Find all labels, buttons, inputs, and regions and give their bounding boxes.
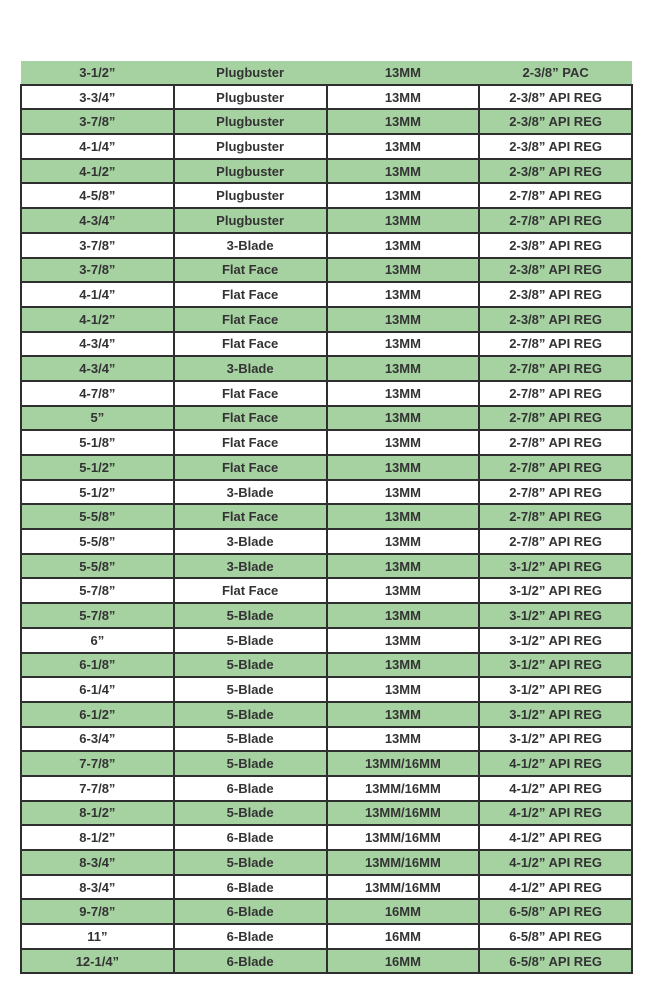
type-cell: 5-Blade — [174, 628, 327, 653]
nozzle-cell: 13MM/16MM — [327, 825, 480, 850]
connection-cell: 3-1/2” API REG — [479, 554, 632, 579]
connection-cell: 4-1/2” API REG — [479, 776, 632, 801]
nozzle-cell: 13MM — [327, 406, 480, 431]
table-row — [21, 751, 632, 776]
connection-cell: 4-1/2” API REG — [479, 850, 632, 875]
nozzle-cell: 13MM — [327, 504, 480, 529]
size-cell: 4-3/4” — [21, 208, 174, 233]
nozzle-cell: 13MM — [327, 554, 480, 579]
nozzle-cell: 13MM — [327, 332, 480, 357]
table-row — [21, 677, 632, 702]
type-cell: 6-Blade — [174, 875, 327, 900]
connection-cell: 2-3/8” API REG — [479, 233, 632, 258]
table-row — [21, 208, 632, 233]
size-cell: 3-7/8” — [21, 258, 174, 283]
nozzle-cell: 13MM — [327, 356, 480, 381]
size-cell: 4-1/4” — [21, 282, 174, 307]
table-row — [21, 159, 632, 184]
table-row — [21, 258, 632, 283]
table-row — [21, 776, 632, 801]
size-cell: 5-7/8” — [21, 578, 174, 603]
size-cell: 5-7/8” — [21, 603, 174, 628]
nozzle-cell: 13MM — [327, 653, 480, 678]
table-row — [21, 949, 632, 974]
size-cell: 4-1/2” — [21, 307, 174, 332]
size-cell: 4-7/8” — [21, 381, 174, 406]
size-cell: 6-1/4” — [21, 677, 174, 702]
connection-cell: 2-3/8” API REG — [479, 258, 632, 283]
nozzle-cell: 13MM — [327, 628, 480, 653]
nozzle-cell: 13MM — [327, 529, 480, 554]
nozzle-cell: 13MM — [327, 183, 480, 208]
nozzle-cell: 13MM — [327, 61, 480, 85]
connection-cell: 2-3/8” PAC — [479, 61, 632, 85]
nozzle-cell: 13MM — [327, 208, 480, 233]
connection-cell: 3-1/2” API REG — [479, 702, 632, 727]
size-cell: 8-1/2” — [21, 825, 174, 850]
type-cell: Flat Face — [174, 332, 327, 357]
table-row — [21, 801, 632, 826]
size-cell: 7-7/8” — [21, 751, 174, 776]
size-cell: 6-3/4” — [21, 727, 174, 752]
table-row — [21, 850, 632, 875]
nozzle-cell: 13MM/16MM — [327, 850, 480, 875]
size-cell: 8-3/4” — [21, 875, 174, 900]
connection-cell: 2-7/8” API REG — [479, 504, 632, 529]
connection-cell: 2-7/8” API REG — [479, 480, 632, 505]
connection-cell: 2-7/8” API REG — [479, 406, 632, 431]
size-cell: 5-1/2” — [21, 455, 174, 480]
type-cell: Flat Face — [174, 406, 327, 431]
table-row — [21, 183, 632, 208]
type-cell: Flat Face — [174, 282, 327, 307]
size-cell: 3-7/8” — [21, 233, 174, 258]
table-row — [21, 381, 632, 406]
type-cell: 6-Blade — [174, 924, 327, 949]
table-row — [21, 899, 632, 924]
nozzle-cell: 16MM — [327, 949, 480, 974]
connection-cell: 4-1/2” API REG — [479, 825, 632, 850]
table-row — [21, 406, 632, 431]
size-cell: 5-5/8” — [21, 554, 174, 579]
size-cell: 11” — [21, 924, 174, 949]
type-cell: 6-Blade — [174, 949, 327, 974]
connection-cell: 3-1/2” API REG — [479, 603, 632, 628]
connection-cell: 3-1/2” API REG — [479, 653, 632, 678]
connection-cell: 2-3/8” API REG — [479, 282, 632, 307]
table-row — [21, 455, 632, 480]
table-row — [21, 233, 632, 258]
size-cell: 8-3/4” — [21, 850, 174, 875]
size-cell: 5-1/8” — [21, 430, 174, 455]
table-row — [21, 332, 632, 357]
nozzle-cell: 13MM/16MM — [327, 776, 480, 801]
nozzle-cell: 13MM/16MM — [327, 801, 480, 826]
nozzle-cell: 13MM — [327, 480, 480, 505]
table-row — [21, 529, 632, 554]
table-row — [21, 504, 632, 529]
size-cell: 8-1/2” — [21, 801, 174, 826]
nozzle-cell: 13MM — [327, 702, 480, 727]
type-cell: 6-Blade — [174, 776, 327, 801]
type-cell: Flat Face — [174, 578, 327, 603]
connection-cell: 6-5/8” API REG — [479, 949, 632, 974]
type-cell: Flat Face — [174, 307, 327, 332]
table-row — [21, 85, 632, 110]
table-row — [21, 825, 632, 850]
type-cell: 5-Blade — [174, 603, 327, 628]
size-cell: 6-1/2” — [21, 702, 174, 727]
nozzle-cell: 13MM — [327, 134, 480, 159]
type-cell: 5-Blade — [174, 653, 327, 678]
nozzle-cell: 13MM — [327, 258, 480, 283]
connection-cell: 2-3/8” API REG — [479, 307, 632, 332]
type-cell: Flat Face — [174, 381, 327, 406]
size-cell: 6-1/8” — [21, 653, 174, 678]
connection-cell: 2-7/8” API REG — [479, 430, 632, 455]
connection-cell: 2-7/8” API REG — [479, 381, 632, 406]
connection-cell: 2-3/8” API REG — [479, 109, 632, 134]
type-cell: 5-Blade — [174, 850, 327, 875]
connection-cell: 2-7/8” API REG — [479, 208, 632, 233]
table-row — [21, 134, 632, 159]
size-cell: 4-5/8” — [21, 183, 174, 208]
size-cell: 4-1/4” — [21, 134, 174, 159]
nozzle-cell: 13MM — [327, 578, 480, 603]
nozzle-cell: 13MM — [327, 727, 480, 752]
table-row — [21, 924, 632, 949]
type-cell: 5-Blade — [174, 801, 327, 826]
connection-cell: 3-1/2” API REG — [479, 578, 632, 603]
size-cell: 5-5/8” — [21, 529, 174, 554]
nozzle-cell: 13MM — [327, 307, 480, 332]
table-row — [21, 578, 632, 603]
nozzle-cell: 13MM — [327, 381, 480, 406]
type-cell: 3-Blade — [174, 554, 327, 579]
type-cell: 6-Blade — [174, 899, 327, 924]
connection-cell: 2-3/8” API REG — [479, 134, 632, 159]
type-cell: Flat Face — [174, 455, 327, 480]
type-cell: Flat Face — [174, 258, 327, 283]
connection-cell: 2-7/8” API REG — [479, 183, 632, 208]
size-cell: 7-7/8” — [21, 776, 174, 801]
connection-cell: 3-1/2” API REG — [479, 727, 632, 752]
size-cell: 3-7/8” — [21, 109, 174, 134]
connection-cell: 2-7/8” API REG — [479, 356, 632, 381]
size-cell: 9-7/8” — [21, 899, 174, 924]
size-cell: 4-1/2” — [21, 159, 174, 184]
table-row — [21, 603, 632, 628]
nozzle-cell: 13MM — [327, 233, 480, 258]
connection-cell: 3-1/2” API REG — [479, 628, 632, 653]
table-row — [21, 554, 632, 579]
type-cell: 3-Blade — [174, 529, 327, 554]
connection-cell: 2-3/8” API REG — [479, 159, 632, 184]
type-cell: 3-Blade — [174, 356, 327, 381]
type-cell: Plugbuster — [174, 208, 327, 233]
type-cell: 5-Blade — [174, 751, 327, 776]
connection-cell: 4-1/2” API REG — [479, 751, 632, 776]
type-cell: 3-Blade — [174, 233, 327, 258]
connection-cell: 2-7/8” API REG — [479, 455, 632, 480]
size-cell: 6” — [21, 628, 174, 653]
table-row — [21, 430, 632, 455]
size-cell: 5-5/8” — [21, 504, 174, 529]
nozzle-cell: 13MM/16MM — [327, 751, 480, 776]
connection-cell: 2-3/8” API REG — [479, 85, 632, 110]
size-cell: 12-1/4” — [21, 949, 174, 974]
type-cell: 5-Blade — [174, 727, 327, 752]
nozzle-cell: 16MM — [327, 899, 480, 924]
nozzle-cell: 13MM — [327, 603, 480, 628]
type-cell: 3-Blade — [174, 480, 327, 505]
table-row — [21, 61, 632, 85]
connection-cell: 4-1/2” API REG — [479, 801, 632, 826]
table-row — [21, 702, 632, 727]
table-row — [21, 727, 632, 752]
type-cell: 5-Blade — [174, 702, 327, 727]
nozzle-cell: 13MM — [327, 159, 480, 184]
connection-cell: 6-5/8” API REG — [479, 924, 632, 949]
nozzle-cell: 13MM — [327, 282, 480, 307]
nozzle-cell: 13MM — [327, 677, 480, 702]
table-row — [21, 628, 632, 653]
size-cell: 5” — [21, 406, 174, 431]
type-cell: Plugbuster — [174, 159, 327, 184]
nozzle-cell: 13MM — [327, 430, 480, 455]
nozzle-cell: 13MM — [327, 85, 480, 110]
bit-spec-table — [20, 61, 633, 974]
nozzle-cell: 16MM — [327, 924, 480, 949]
type-cell: 6-Blade — [174, 825, 327, 850]
nozzle-cell: 13MM — [327, 455, 480, 480]
size-cell: 4-3/4” — [21, 332, 174, 357]
size-cell: 5-1/2” — [21, 480, 174, 505]
connection-cell: 6-5/8” API REG — [479, 899, 632, 924]
size-cell: 3-3/4” — [21, 85, 174, 110]
type-cell: Flat Face — [174, 430, 327, 455]
size-cell: 3-1/2” — [21, 61, 174, 85]
table-row — [21, 480, 632, 505]
connection-cell: 2-7/8” API REG — [479, 529, 632, 554]
nozzle-cell: 13MM — [327, 109, 480, 134]
type-cell: Flat Face — [174, 504, 327, 529]
nozzle-cell: 13MM/16MM — [327, 875, 480, 900]
type-cell: Plugbuster — [174, 134, 327, 159]
type-cell: Plugbuster — [174, 109, 327, 134]
table-row — [21, 307, 632, 332]
type-cell: Plugbuster — [174, 61, 327, 85]
table-row — [21, 356, 632, 381]
type-cell: Plugbuster — [174, 85, 327, 110]
table-row — [21, 875, 632, 900]
table-row — [21, 653, 632, 678]
type-cell: Plugbuster — [174, 183, 327, 208]
table-row — [21, 109, 632, 134]
connection-cell: 4-1/2” API REG — [479, 875, 632, 900]
size-cell: 4-3/4” — [21, 356, 174, 381]
connection-cell: 3-1/2” API REG — [479, 677, 632, 702]
table-row — [21, 282, 632, 307]
connection-cell: 2-7/8” API REG — [479, 332, 632, 357]
type-cell: 5-Blade — [174, 677, 327, 702]
